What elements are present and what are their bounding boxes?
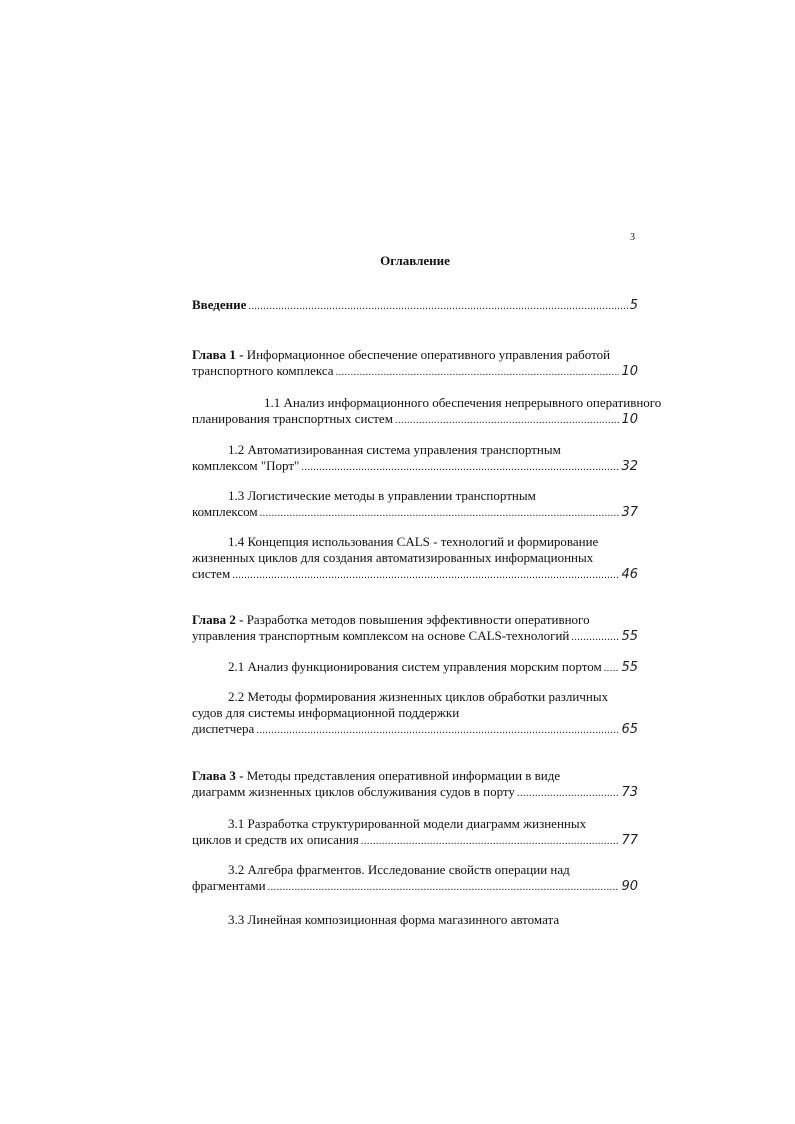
toc-label: 3.1 Разработка структурированной модели диаграмм жизненных [228,816,587,831]
toc-entry-chapter-2 [192,612,638,646]
toc-entry-1-4 [192,534,638,584]
toc-page-number: 65 [621,722,638,737]
toc-label: 3.2 Алгебра фрагментов. Исследование свойств операции над [228,862,570,877]
toc-page-number: 37 [621,505,638,520]
toc-page-number: 73 [621,785,638,800]
toc-label: 3.3 Линейная композиционная форма магазинного автомата [228,912,560,927]
chapter-prefix: Глава 3 - [192,768,244,783]
toc-page-number: 55 [621,660,638,675]
toc-label: 1.1 Анализ информационного обеспечения непрерывного оперативного [264,395,662,410]
toc-label: судов для системы информационной поддержки [192,705,460,720]
toc-label: комплексом [192,504,258,519]
page-number: 3 [630,232,635,243]
toc-page-number: 77 [621,833,638,848]
toc-page-number: 32 [621,459,638,474]
toc-entry-chapter-3 [192,768,638,802]
toc-label: фрагментами [192,878,266,893]
toc-entry-1-2 [192,442,638,476]
toc-label: Разработка методов повышения эффективности оперативного [246,612,590,627]
toc-page-number: 46 [621,567,638,582]
toc-entry-3-3 [192,912,638,928]
toc-entry-chapter-1 [192,347,638,381]
toc-label: жизненных циклов для создания автоматизированных информационных [192,550,594,565]
toc-entry-1-1 [192,395,662,429]
toc-entry-intro [192,297,638,315]
toc-label: Введение [192,297,247,312]
toc-page-number: 10 [621,412,638,427]
toc-label: комплексом "Порт" [192,458,300,473]
toc-page-number: 5 [629,298,638,313]
toc-label: 1.3 Логистические методы в управлении транспортным [228,488,536,503]
toc-label: 1.4 Концепция использования CALS - технологий и формирование [228,534,599,549]
toc-label: 2.2 Методы формирования жизненных циклов обработки различных [228,689,609,704]
toc-label: 1.2 Автоматизированная система управления транспортным [228,442,561,457]
page-title: Оглавление [380,253,450,268]
toc-entry-2-1 [192,659,638,677]
toc-entry-1-3 [192,488,638,522]
toc-label: управления транспортным комплексом на основе CALS-технологий [192,628,570,643]
toc-page-number: 10 [621,364,638,379]
toc-label: Методы представления оперативной информации в виде [246,768,561,783]
toc-entry-2-2 [192,689,638,739]
toc-page-number: 90 [621,879,638,894]
toc-label: планирования транспортных систем [192,411,393,426]
toc-label: Информационное обеспечение оперативного управления работой [246,347,611,362]
toc-label: систем [192,566,231,581]
toc-label: 2.1 Анализ функционирования систем управления морским портом [228,659,602,674]
chapter-prefix: Глава 1 - [192,347,244,362]
toc-label: диспетчера [192,721,255,736]
leader-dots [248,299,627,315]
toc-entry-3-2 [192,862,638,896]
toc-label: циклов и средств их описания [192,832,359,847]
toc-label: диаграмм жизненных циклов обслуживания судов в порту [192,784,515,799]
chapter-prefix: Глава 2 - [192,612,244,627]
toc-label: транспортного комплекса [192,363,334,378]
toc-entry-3-1 [192,816,638,850]
toc-page-number: 55 [621,629,638,644]
